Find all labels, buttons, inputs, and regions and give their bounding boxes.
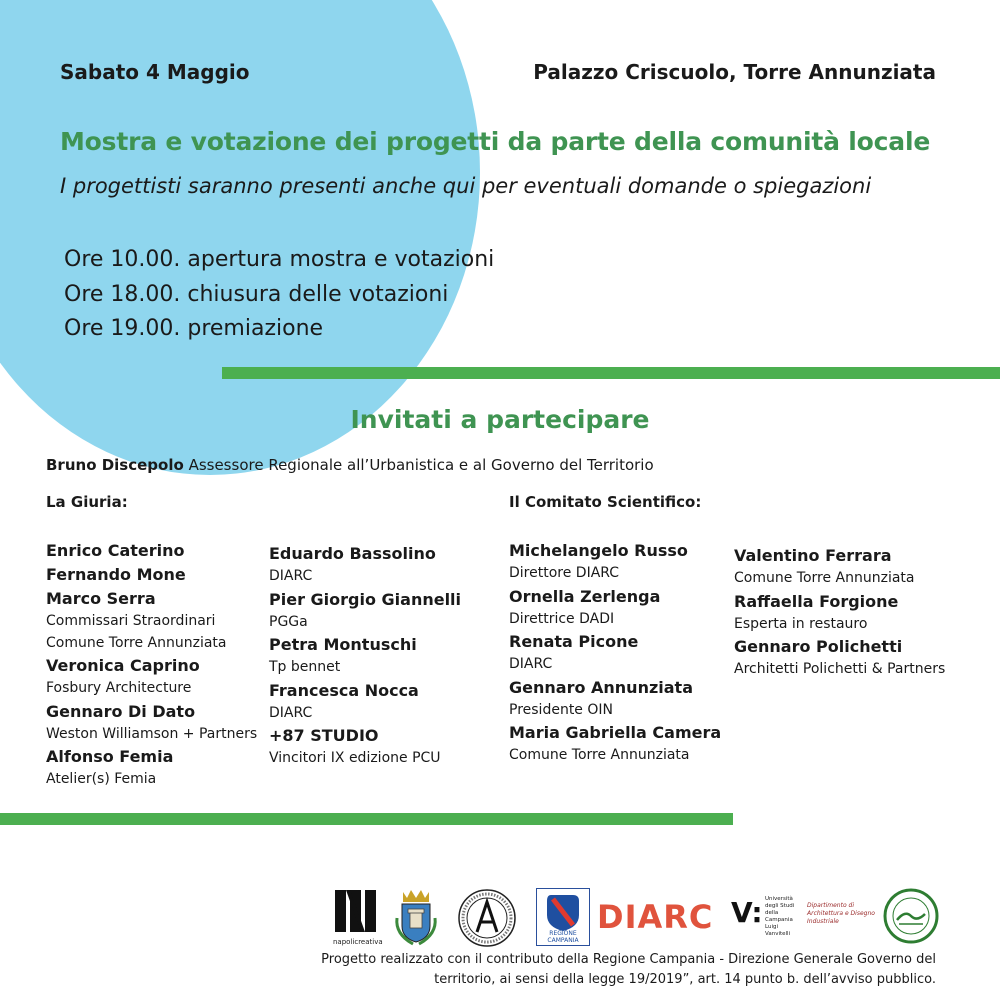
member-name: Marco Serra xyxy=(46,589,156,608)
event-date: Sabato 4 Maggio xyxy=(60,60,250,84)
schedule-item: Ore 10.00. apertura mostra e votazioni xyxy=(64,247,495,272)
member-name: Maria Gabriella Camera xyxy=(509,723,722,742)
torre-annunziata-crest-icon xyxy=(393,888,439,946)
schedule-item: Ore 19.00. premiazione xyxy=(64,316,324,341)
member-name: Veronica Caprino xyxy=(46,656,200,675)
member-name: Michelangelo Russo xyxy=(509,541,688,560)
member-name: Gennaro Annunziata xyxy=(509,677,693,697)
member-name: Eduardo Bassolino xyxy=(269,544,436,563)
invited-heading: Invitati a partecipare xyxy=(350,405,650,434)
vanvitelli-mark: V: xyxy=(731,896,763,929)
jury-column-2 xyxy=(269,542,461,770)
regione-campania-label: REGIONE CAMPANIA xyxy=(547,930,579,944)
member-role: Commissari Straordinari xyxy=(46,613,216,629)
schedule-item: Ore 18.00. chiusura delle votazioni xyxy=(64,281,449,307)
napolicreativa-label: napolicreativa xyxy=(333,938,383,946)
member-role: Direttrice DADI xyxy=(509,610,615,627)
footer-line-1: Progetto realizzato con il contributo della Regione Campania - Direzione Generale Governo del xyxy=(321,952,936,967)
member-role: Comune Torre Annunziata xyxy=(46,634,227,651)
member-role: Comune Torre Annunziata xyxy=(734,570,915,586)
diarc-wordmark: DIARC xyxy=(597,898,714,936)
committee-column-1 xyxy=(509,539,721,767)
member-name: Pier Giorgio Giannelli xyxy=(269,589,462,609)
footer-line-2: territorio, ai sensi della legge 19/2019”, art. 14 punto b. dell’avviso pubblico. xyxy=(434,972,936,987)
vanvitelli-logo xyxy=(731,888,801,946)
member-role: Direttore DIARC xyxy=(509,565,620,581)
regione-campania-logo xyxy=(536,888,592,946)
committee-column-2 xyxy=(734,544,945,681)
member-role: Esperta in restauro xyxy=(734,615,868,632)
member-role: DIARC xyxy=(509,656,553,672)
sponsor-logos xyxy=(333,888,941,948)
diarc-logo xyxy=(597,888,717,946)
event-subtitle: Mostra e votazione dei progetti da parte della comunità locale xyxy=(60,127,931,156)
member-name: Gennaro Polichetti xyxy=(734,637,903,656)
jury-column-1 xyxy=(46,539,257,791)
event-location: Palazzo Criscuolo, Torre Annunziata xyxy=(533,60,936,84)
member-role: DIARC xyxy=(269,704,313,721)
member-name: Renata Picone xyxy=(509,632,639,651)
dadi-text: Dipartimento di Architettura e Disegno Industriale xyxy=(807,902,875,925)
member-role: Fosbury Architecture xyxy=(46,680,192,696)
member-name: Ornella Zerlenga xyxy=(509,586,661,606)
member-name: Francesca Nocca xyxy=(269,680,419,700)
member-name: Raffaella Forgione xyxy=(734,591,899,611)
member-name: Enrico Caterino xyxy=(46,541,185,560)
footer-note xyxy=(300,950,936,990)
napolicreativa-logo xyxy=(333,888,381,946)
member-role: Architetti Polichetti & Partners xyxy=(734,661,946,677)
committee-heading: Il Comitato Scientifico: xyxy=(509,493,702,511)
green-seal-icon xyxy=(883,888,941,946)
member-name: Valentino Ferrara xyxy=(734,546,892,565)
event-description: I progettisti saranno presenti anche qui per eventuali domande o spiegazioni xyxy=(60,174,872,198)
member-role: Tp bennet xyxy=(269,659,341,675)
member-role: PGGa xyxy=(269,613,308,630)
schedule-list xyxy=(64,243,494,347)
member-name: Fernando Mone xyxy=(46,565,186,584)
member-role: Atelier(s) Femia xyxy=(46,771,157,787)
member-role: Comune Torre Annunziata xyxy=(509,747,690,763)
member-role: Vincitori IX edizione PCU xyxy=(269,750,441,766)
member-name: +87 STUDIO xyxy=(269,726,379,745)
divider-top xyxy=(222,367,1000,379)
divider-bottom xyxy=(0,813,733,825)
vanvitelli-text: Università degli Studi della Campania Luigi Vanvitelli xyxy=(765,896,795,937)
guest-line xyxy=(46,456,654,474)
member-role: Presidente OIN xyxy=(509,701,613,718)
guest-name: Bruno Discepolo xyxy=(46,456,184,474)
member-role: Weston Williamson + Partners xyxy=(46,725,258,742)
ordine-architetti-seal-icon xyxy=(457,888,519,946)
member-name: Gennaro Di Dato xyxy=(46,701,196,721)
member-name: Alfonso Femia xyxy=(46,747,174,766)
dadi-logo xyxy=(807,888,879,946)
guest-role: Assessore Regionale all’Urbanistica e al Governo del Territorio xyxy=(183,456,654,474)
member-role: DIARC xyxy=(269,568,313,584)
jury-heading: La Giuria: xyxy=(46,493,128,511)
member-name: Petra Montuschi xyxy=(269,635,417,654)
